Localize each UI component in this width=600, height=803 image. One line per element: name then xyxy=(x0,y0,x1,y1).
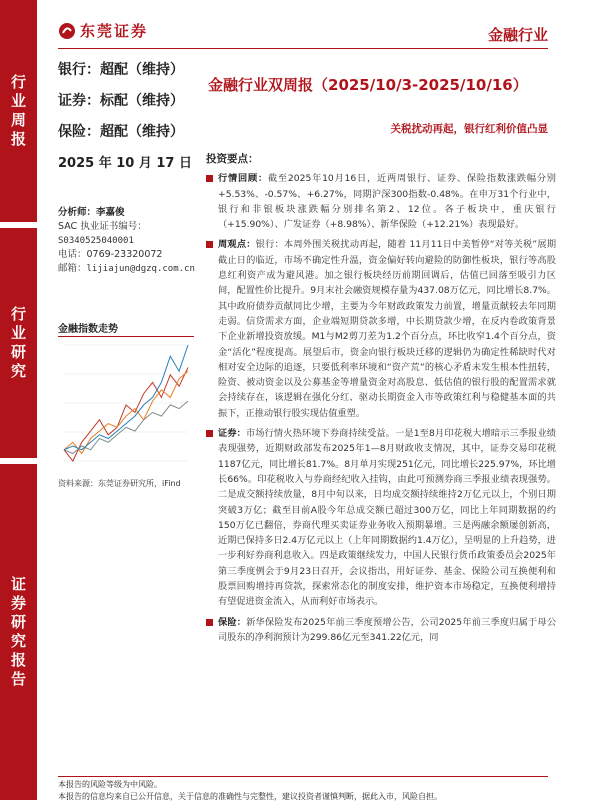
sidebar xyxy=(0,0,37,800)
bullet-icon xyxy=(206,175,213,182)
para-label: 行情回顾： xyxy=(218,173,268,185)
bullet-icon xyxy=(206,241,213,248)
para-label: 证券： xyxy=(218,428,246,440)
rating-securities: 证券：标配（维持） xyxy=(58,93,184,109)
report-date: 2025 年 10 月 17 日 xyxy=(58,156,192,171)
analyst-email-row xyxy=(58,262,195,276)
logo-mark-icon xyxy=(58,22,76,40)
analyst-tel: 电话：0769-23320072 xyxy=(58,249,163,260)
analyst-name: 分析师：李嘉俊 xyxy=(58,207,125,218)
sidebar-label-research: 行 业 研 究 xyxy=(0,228,37,458)
ratings-list xyxy=(58,60,184,153)
chart-series-line-4 xyxy=(64,345,188,450)
sidebar-label-weekly: 行 业 周 报 xyxy=(0,0,37,222)
risk-level-note: 本报告的风险等级为中风险。 xyxy=(58,780,162,789)
para-weekly-view xyxy=(206,237,556,421)
bullet-icon xyxy=(206,619,213,626)
footer-divider xyxy=(58,776,548,777)
footer-disclaimer xyxy=(58,779,442,803)
para-securities xyxy=(206,426,556,610)
rating-bank: 银行：超配（维持） xyxy=(58,62,184,78)
report-title: 金融行业双周报（2025/10/3-2025/10/16） xyxy=(208,76,528,94)
index-trend-chart xyxy=(58,337,194,469)
header-divider xyxy=(58,48,548,49)
para-market-review xyxy=(206,171,556,232)
sac-label: SAC 执业证书编号： xyxy=(58,221,147,232)
logo-text: 东莞证券 xyxy=(80,22,149,40)
chart-source: 资料来源：东莞证券研究所，iFind xyxy=(58,479,181,488)
chart-container xyxy=(58,336,194,475)
company-logo xyxy=(58,20,148,41)
email-label: 邮箱： xyxy=(58,263,87,274)
bullet-icon xyxy=(206,430,213,437)
investment-points-heading: 投资要点： xyxy=(206,153,259,165)
para-insurance xyxy=(206,615,556,646)
para-text: 截至2025年10月16日，近两周银行、证券、保险指数涨跌幅分别+5.53%、-0.57%、+6.27%，同期沪深300指数-0.48%。在申万31个行业中，银行和非银板块涨跌幅分别排名第2、12位。各子板块中，重庆银行（+15.90%）、广发证券（+8.98%）、新华保险（+12.21%）表现最好。 xyxy=(218,173,556,231)
chart-series-line-1 xyxy=(64,368,188,462)
para-label: 周观点： xyxy=(218,239,256,251)
chart-series-line-3 xyxy=(64,401,188,453)
sidebar-label-report: 证 券 研 究 报 告 xyxy=(0,464,37,800)
report-subtitle: 关税扰动再起，银行红利价值凸显 xyxy=(390,123,548,135)
chart-title: 金融指数走势 xyxy=(58,324,118,335)
para-text: 银行：本周外围关税扰动再起，随着 11月11日中美暂停“对等关税”展期截止日的临近，市场不确定性升温，资金偏好转向避险的防御性板块，银行等高股息红利资产成为避风港。加之银行板块经历前期回调后，估值已回落至吸引力区间，配置性价比提升。9月末社会融资规模存量为437.08万亿元，同比增长8.7%。其中政府债券贡献同比少增，主要为今年财政政策发力前置，增量贡献较去年同期走弱。信贷需求方面，企业端短期贷款多增，中长期贷款少增，在反内卷政策背景下企业新增投资放缓。M1与M2剪刀差为1.2个百分点，环比收窄1.4个百分点，资金“活化”程度提高。展望后市，资金向银行板块迁移的逻辑仍为确定性稀缺时代对相对安全边际的追逐，只要低利率环境和“资产荒”的核心矛盾未发生根本性扭转，险资、被动资金以及公募基金等增量资金对高股息、低估值的银行股的配置需求就会持续存在，该逻辑在强化分红、驱动长期资金入市等政策红利与稳健基本面的共振下，正推动银行股实现估值重塑。 xyxy=(218,239,557,419)
sac-number: S0340525040001 xyxy=(58,236,134,246)
report-body xyxy=(206,152,556,650)
info-source-note: 本报告的信息均来自已公开信息，关于信息的准确性与完整性，建议投资者谨慎判断，据此入市，风险自担。 xyxy=(58,792,442,801)
para-text: 新华保险发布2025年前三季度预增公告，公司2025年前三季度归属于母公司股东的净利润预计为299.86亿元至341.22亿元，同 xyxy=(218,616,557,643)
analyst-info xyxy=(58,206,195,276)
rating-insurance: 保险：超配（维持） xyxy=(58,124,184,140)
industry-label: 金融行业 xyxy=(487,26,548,44)
para-text: 市场行情火热环境下券商持续受益。一是1至8月印花税大增暗示三季报业绩表现强势，近期财政部发布2025年1—8月财政收支情况，其中，证券交易印花税1187亿元，同比增长81.7%。8月单月实现251亿元，同比增长225.97%，环比增长66%。印花税收入与券商经纪收入挂钩，由此可预测券商三季报业绩表现强势。二是成交额持续放量，8月中旬以来，日均成交额持续维持2万亿元以上，个别日期突破3万亿；截至目前A股今年总成交额已超过300万亿，同比上年同期数据的约150万亿已翻倍，券商代理买卖证券业务收入预期暴增。三是两融余额屡创新高，近期已保持多日2.4万亿元以上（上年同期数据约1.4万亿），呈明显的上升趋势，进一步利好券商利息收入。四是政策继续发力，中国人民银行货币政策委员会2025年第三季度例会于9月23日召开，会议指出，用好证券、基金、保险公司互换便利和股票回购增持再贷款，探索常态化的制度安排，维护资本市场稳定，互换便利增持有望促进资金流入，从而利好市场表示。 xyxy=(218,428,556,608)
para-label: 保险： xyxy=(218,616,247,628)
analyst-email[interactable]: lijiajun@dgzq.com.cn xyxy=(86,264,195,274)
